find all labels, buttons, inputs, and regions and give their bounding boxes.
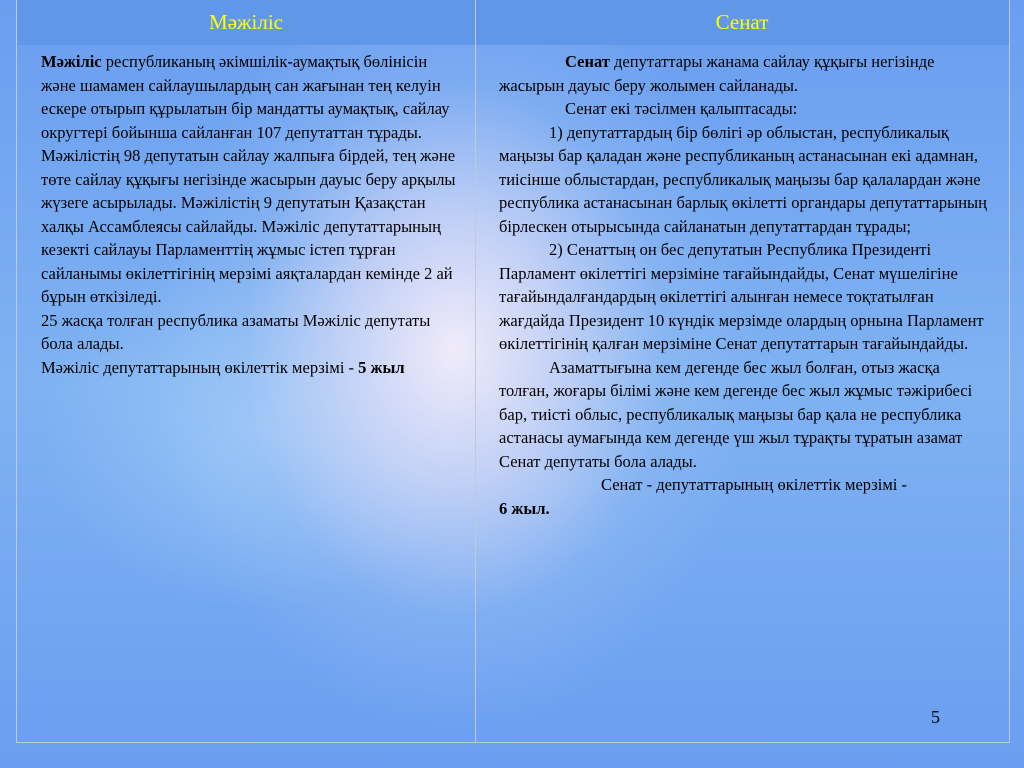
senate-paragraph-3: 1) депутаттардың бір бөлігі әр облыстан, республикалық маңызы бар қаладан және республиканың астанасынан екі адамнан, тиісінше облыстардан, республикалық маңызы бар қалалардан және республика астанасынан барлық өкілетті органдары депутаттарының бірлескен отырысында сайланатын депутаттардан тұрады; xyxy=(499,122,987,236)
senate-term-text: Сенат - депутаттарының өкілеттік мерзімі - xyxy=(601,475,907,494)
majilis-p1-text: республиканың әкімшілік-аумақтық бөлінісін және шамамен сайлаушылардың сан жағынан тең келуін ескере отырып құрылатын бір мандатты аумақтық, сайлау округтері бойынша сайланған 107 депутаттан тұрады. Мәжілістің 98 депутатын сайлау жалпыға бірдей, тең және төте сайлау құқығы негізінде жасырын дауыс беру арқылы жүзеге асырылады. Мәжілістің 9 депутатын Қазақстан халқы Ассамблеясы сайлайды. Мәжіліс депутаттарының кезекті сайлауы Парламенттің жұмыс істеп тұрған сайланымы өкілеттігінің мерзімі аяқталардан кемінде 2 ай бұрын өткізіледі. xyxy=(41,52,456,306)
senate-paragraph-1 xyxy=(499,50,989,97)
majilis-paragraph-3 xyxy=(41,356,459,380)
majilis-column xyxy=(41,45,459,379)
column-divider xyxy=(475,0,476,742)
senate-p1-text: депутаттары жанама сайлау құқығы негізінде жасырын дауыс беру жолымен сайланады. xyxy=(499,52,935,95)
majilis-paragraph-1 xyxy=(41,50,459,309)
senate-term-value: 6 жыл. xyxy=(499,498,550,518)
majilis-term-text: Мәжіліс депутаттарының өкілеттік мерзімі - xyxy=(41,357,359,377)
senate-paragraph-2: Сенат екі тәсілмен қалыптасады: xyxy=(565,99,798,118)
comparison-table xyxy=(16,0,1010,743)
majilis-term-value: 5 жыл xyxy=(358,357,405,377)
senate-intro-bold: Сенат xyxy=(565,52,610,71)
senate-paragraph-5: Азаматтығына кем дегенде бес жыл болған, отыз жасқа толған, жоғары білімі және кем дегенде бес жыл жұмыс тәжірибесі бар, тиісті облыс, республикалық маңызы бар қала не республика астанасы аумағында кем дегенде үш жыл тұрақты тұратын азамат Сенат депутаты бола алады. xyxy=(499,357,973,471)
header-majilis: Мәжіліс xyxy=(209,10,283,34)
header-senate: Сенат xyxy=(715,10,769,34)
senate-paragraph-4: 2) Сенаттың он бес депутатын Республика Президенті Парламент өкілеттігі мерзіміне тағайындайды, Сенат мүшелігіне тағайындалғандардың өкілеттігі алынған немесе тоқтатылған жағдайда Президент 10 күндік мерзімде олардың орнына Парламент өкілеттігінің қалған мерзіміне Сенат депутаттарын тағайындайды. xyxy=(499,240,984,353)
page-number: 5 xyxy=(931,707,940,727)
senate-paragraph-6 xyxy=(499,473,989,497)
senate-column xyxy=(499,45,989,520)
majilis-intro-bold: Мәжіліс xyxy=(41,52,102,71)
senate-term-line xyxy=(499,497,989,521)
majilis-paragraph-2: 25 жасқа толған республика азаматы Мәжіліс депутаты бола алады. xyxy=(41,310,431,353)
table-header xyxy=(17,0,1009,45)
